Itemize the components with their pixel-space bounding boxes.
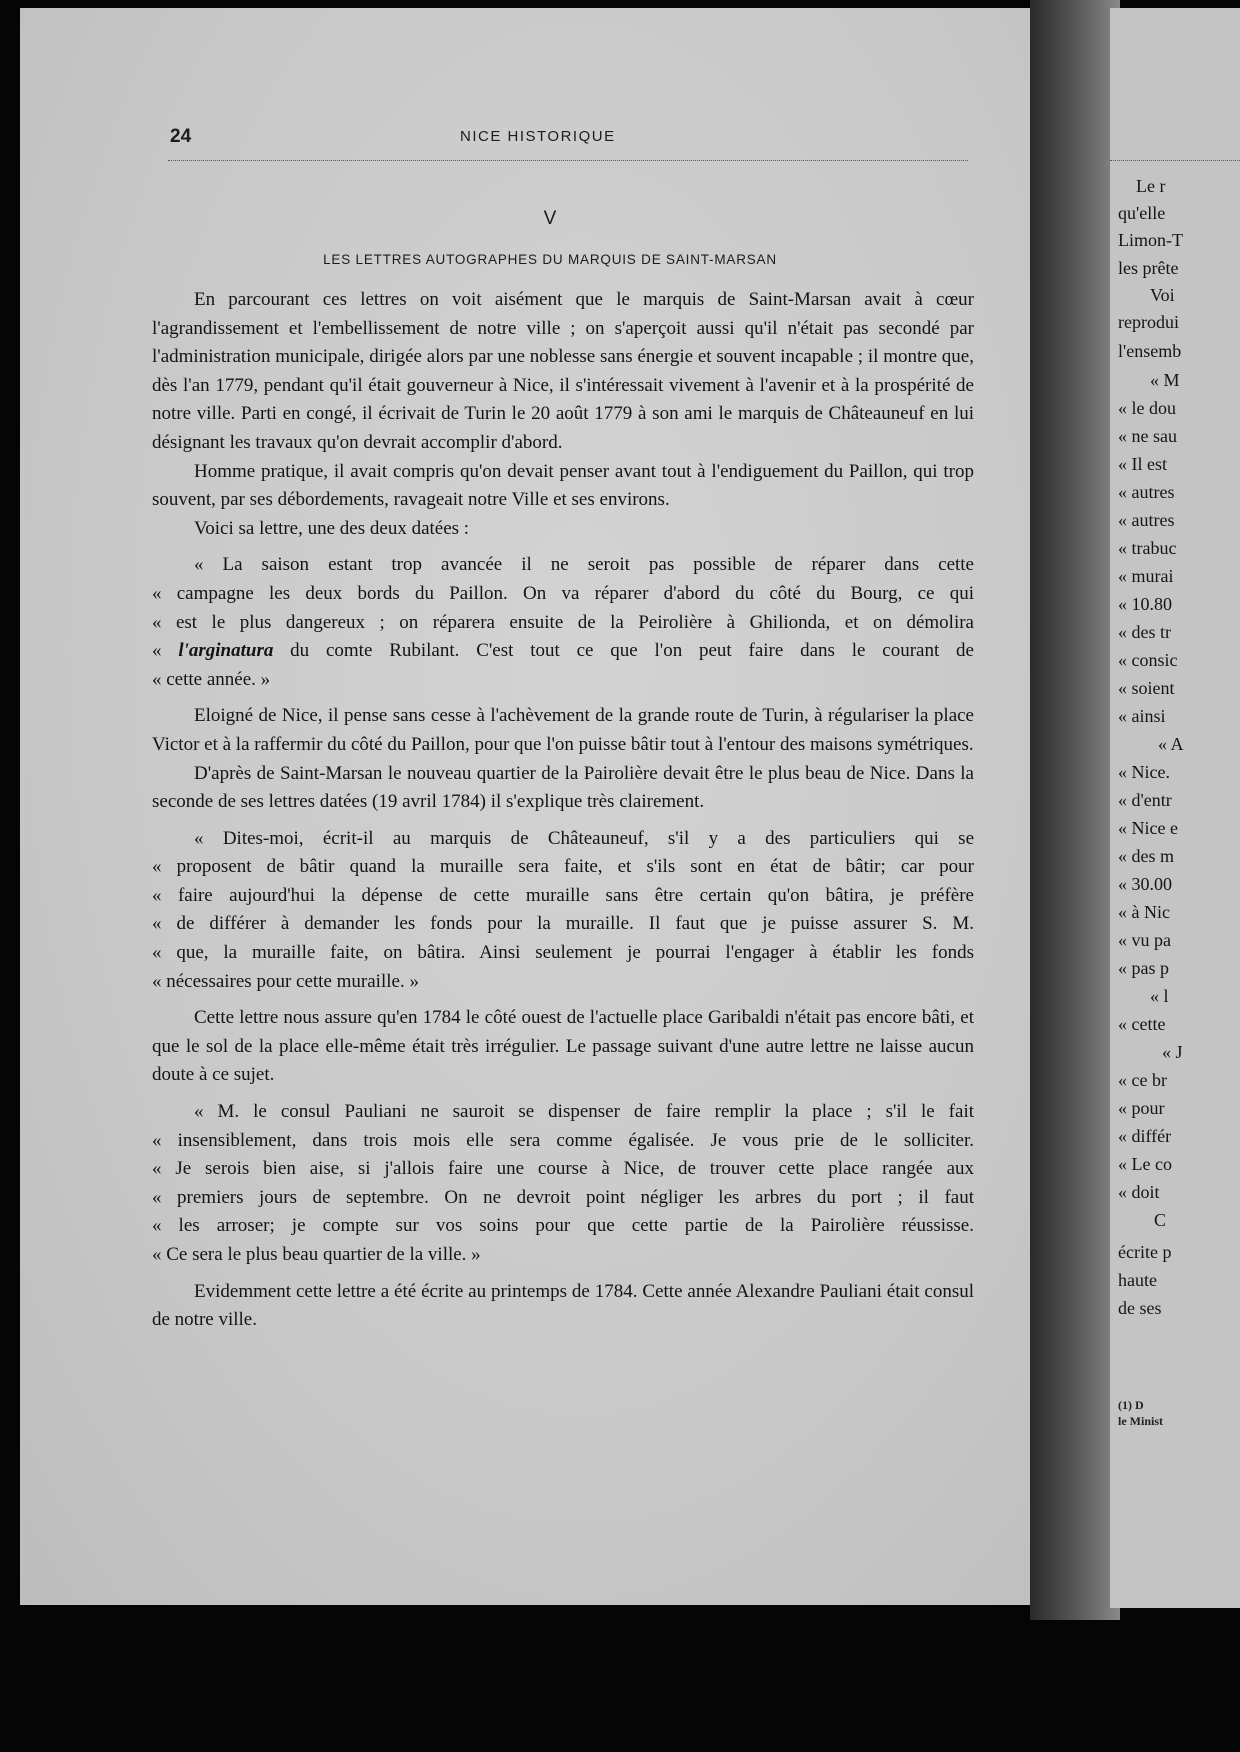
right-page-line: haute [1118,1270,1157,1290]
running-head [20,126,1040,150]
right-page-line: « 10.80 [1118,594,1172,614]
quote-line: « insensiblement, dans trois mois elle sera comme égalisée. Je vous prie de le solliciter. [152,1129,974,1151]
quote-block-1 [152,551,974,694]
right-page-line: « soient [1118,678,1175,698]
quote-line: « Ce sera le plus beau quartier de la ville. » [152,1244,481,1265]
header-rule [1110,160,1240,161]
quote-text: du comte Rubilant. C'est tout ce que l'on peut faire dans le courant de [273,640,974,662]
right-page-line: « Le co [1118,1154,1172,1174]
quote-line: « M. le consul Pauliani ne sauroit se dispenser de faire remplir la place ; s'il le fait [194,1101,974,1123]
paragraph: Homme pratique, il avait compris qu'on devait penser avant tout à l'endiguement du Paillon, qui trop souvent, par ses débordements, ravageait notre Ville et ses environs. [152,460,974,511]
right-page-line: « murai [1118,566,1174,586]
header-rule [168,160,968,161]
right-page-line: écrite p [1118,1242,1172,1262]
right-page-line: de ses [1118,1298,1162,1318]
italic-term: l'arginatura [178,640,274,662]
right-page-line: « autres [1118,510,1175,530]
paragraph: Voici sa lettre, une des deux datées : [194,517,470,539]
right-page-line: « pour [1118,1098,1165,1118]
right-page-line: « vu pa [1118,930,1171,950]
right-page-line: « trabuc [1118,538,1177,558]
quote-line [152,637,974,666]
right-page-line: « des m [1118,846,1174,866]
footnote-fragment: (1) D [1118,1398,1144,1412]
quote-line: « proposent de bâtir quand la muraille sera faite, et s'ils sont en état de bâtir; car pour [152,856,974,878]
quote-line: « Dites-moi, écrit-il au marquis de Châteauneuf, s'il y a des particuliers qui se [194,827,974,849]
right-page-line: « Nice. [1118,762,1170,782]
right-page-line: qu'elle [1118,203,1166,223]
right-page-line: « M [1150,370,1180,390]
quote-line: « Je serois bien aise, si j'allois faire une course à Nice, de trouver cette place rangée aux [152,1158,974,1180]
book-gutter [1030,0,1120,1620]
right-page-line: « Il est [1118,454,1167,474]
right-page-line: « pas p [1118,958,1169,978]
paragraph: Evidemment cette lettre a été écrite au printemps de 1784. Cette année Alexandre Pauliani était consul de notre ville. [152,1280,974,1331]
right-page-line: Le r [1136,176,1166,196]
quote-block-2 [152,825,974,997]
right-page-line: « J [1162,1042,1183,1062]
right-page-line: « ne sau [1118,426,1177,446]
right-page-line: « l [1150,986,1169,1006]
right-page-line: l'ensemb [1118,341,1182,361]
journal-title: NICE HISTORIQUE [460,128,616,145]
section-title: LES LETTRES AUTOGRAPHES DU MARQUIS DE SAINT-MARSAN [323,252,777,267]
quote-line: « premiers jours de septembre. On ne devroit point négliger les arbres du port ; il faut [152,1186,974,1208]
quote-line: « de différer à demander les fonds pour la muraille. Il faut que je puisse assurer S. M. [152,913,974,935]
paragraph: Eloigné de Nice, il pense sans cesse à l'achèvement de la grande route de Turin, à régulariser la place Victor et à la raffermir du côté du Paillon, pour que l'on puisse bâtir tout à l'entour des maisons symétriques. [152,705,974,755]
right-page-line: « cette [1118,1014,1166,1034]
right-page-line: « ce br [1118,1070,1167,1090]
left-page [20,8,1040,1605]
right-page-line: « autres [1118,482,1175,502]
right-page-line: « d'entr [1118,790,1172,810]
right-page-line: « 30.00 [1118,874,1172,894]
right-page-fragment [1110,8,1240,1608]
quote-line: « faire aujourd'hui la dépense de cette muraille sans être certain qu'on bâtira, je préfère [152,884,974,906]
quote-line: « les arroser; je compte sur vos soins pour que cette partie de la Pairolière réussisse. [152,1215,974,1237]
right-page-line: « consic [1118,650,1178,670]
quote-line: « que, la muraille faite, on bâtira. Ainsi seulement je pourrai l'engager à établir les fonds [152,942,974,964]
quote-line: « cette année. » [152,668,271,690]
right-page-line: les prête [1118,258,1179,278]
quote-line: « est le plus dangereux ; on réparera ensuite de la Peirolière à Ghilionda, et on démolira [152,611,974,633]
right-page-line: reprodui [1118,312,1179,332]
paragraph: En parcourant ces lettres on voit aisément que le marquis de Saint-Marsan avait à cœur l'agrandissement et l'embellissement de notre ville ; on s'aperçoit aussi qu'il n'était pas secondé par l'administration municipale, dirigée alors par une noblesse sans énergie et souvent incapable ; il montre que, dès l'an 1779, pendant qu'il était gouverneur à Nice, il s'intéressait vivement à l'avenir et à la prospérité de notre ville. Parti en congé, il écrivait de Turin le 20 août 1779 à son ami le marquis de Châteauneuf en lui désignant les travaux qu'on devrait accomplir d'abord. [152,289,974,453]
right-page-line: « différ [1118,1126,1172,1146]
body-text [152,286,974,1335]
quote-line: « nécessaires pour cette muraille. » [152,970,419,992]
right-page-line: « à Nic [1118,902,1170,922]
right-page-line: « doit [1118,1182,1160,1202]
quote-line: « La saison estant trop avancée il ne seroit pas possible de réparer dans cette [194,554,974,576]
page-number: 24 [170,126,192,147]
quote-line: « campagne les deux bords du Paillon. On va réparer d'abord du côté du Bourg, ce qui [152,582,974,604]
paragraph: D'après de Saint-Marsan le nouveau quartier de la Pairolière devait être le plus beau de Nice. Dans la seconde de ses lettres datées (19 avril 1784) il s'explique très clairement. [152,762,974,813]
right-page-line: C [1154,1210,1167,1230]
right-page-line: « ainsi [1118,706,1166,726]
section-number: V [543,208,557,229]
quote-mark: « [152,640,179,662]
right-page-line: « le dou [1118,398,1176,418]
right-page-line: « A [1158,734,1184,754]
right-page-line: Voi [1150,285,1175,305]
quote-block-3 [152,1098,974,1270]
paragraph: Cette lettre nous assure qu'en 1784 le côté ouest de l'actuelle place Garibaldi n'était pas encore bâti, et que le sol de la place elle-même était très irrégulier. Le passage suivant d'une autre lettre ne laisse aucun doute à ce sujet. [152,1007,974,1086]
right-page-line: « des tr [1118,622,1171,642]
right-page-line: « Nice e [1118,818,1178,838]
footnote-fragment: le Minist [1118,1414,1163,1428]
right-page-line: Limon-T [1118,230,1183,250]
